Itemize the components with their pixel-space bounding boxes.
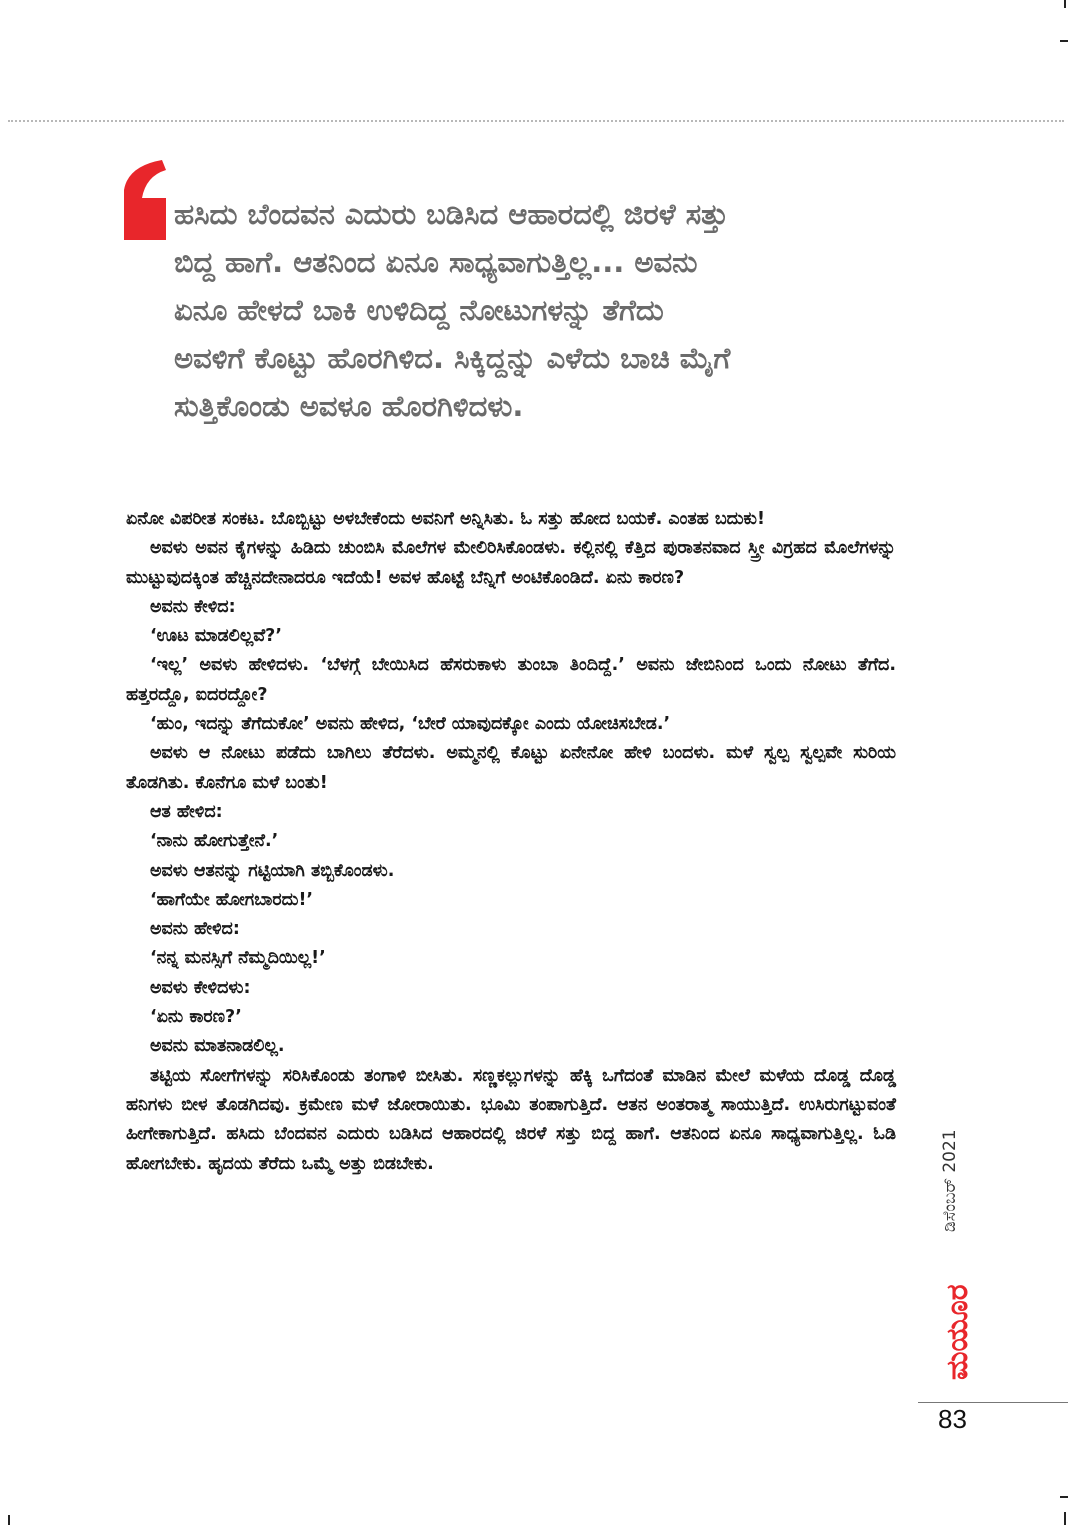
- article-body: [126, 505, 896, 1179]
- pull-quote-line: ಅವಳಿಗೆ ಕೊಟ್ಟು ಹೊರಗಿಳಿದ. ಸಿಕ್ಕಿದ್ದನ್ನು ಎಳೆದು ಬಾಚಿ ಮೈಗೆ: [174, 341, 731, 375]
- crop-mark-bottom-right-h: [1060, 1496, 1068, 1498]
- body-paragraph: ‘ಏನು ಕಾರಣ?’: [150, 1007, 242, 1028]
- pull-quote-line: ಹಸಿದು ಬೆಂದವನ ಎದುರು ಬಡಿಸಿದ ಆಹಾರದಲ್ಲಿ ಜಿರಳೆ ಸತ್ತು: [174, 197, 729, 231]
- pull-quote-line: ಏನೂ ಹೇಳದೆ ಬಾಕಿ ಉಳಿದಿದ್ದ ನೋಟುಗಳನ್ನು ತೆಗೆದು: [174, 293, 664, 327]
- issue-date: ಡಿಸೆಂಬರ್ 2021: [940, 1129, 960, 1232]
- pull-quote-line: ಸುತ್ತಿಕೊಂಡು ಅವಳೂ ಹೊರಗಿಳಿದಳು.: [174, 389, 524, 423]
- pull-quote: [174, 190, 894, 430]
- opening-quote-mark-icon: [124, 160, 168, 244]
- body-paragraph: ತಟ್ಟಿಯ ಸೋಗೆಗಳನ್ನು ಸರಿಸಿಕೊಂಡು ತಂಗಾಳಿ ಬೀಸಿತು. ಸಣ್ಣಕಲ್ಲುಗಳನ್ನು ಹೆಕ್ಕಿ ಒಗೆದಂತೆ ಮಾಡಿನ ಮೇಲೆ ಮಳೆಯ ದೊಡ್ಡ ದೊಡ್ಡ ಹನಿಗಳು ಬೀಳ ತೊಡಗಿದವು. ಕ್ರಮೇಣ ಮಳೆ ಜೋರಾಯಿತು. ಭೂಮಿ ತಂಪಾಗುತ್ತಿದೆ. ಆತನ ಅಂತರಾತ್ಮ ಸಾಯುತ್ತಿದೆ. ಉಸಿರುಗಟ್ಟುವಂತೆ ಹೀಗೇಕಾಗುತ್ತಿದೆ. ಹಸಿದು ಬೆಂದವನ ಎದುರು ಬಡಿಸಿದ ಆಹಾರದಲ್ಲಿ ಜಿರಳೆ ಸತ್ತು ಬಿದ್ದ ಹಾಗೆ. ಆತನಿಂದ ಏನೂ ಸಾಧ್ಯವಾಗುತ್ತಿಲ್ಲ. ಓಡಿ ಹೋಗಬೇಕು. ಹೃದಯ ತೆರೆದು ಒಮ್ಮೆ ಅತ್ತು ಬಿಡಬೇಕು.: [126, 1065, 896, 1174]
- body-paragraph: ಆತ ಹೇಳಿದ:: [150, 801, 223, 822]
- crop-mark-top-right-h: [1060, 40, 1068, 42]
- body-paragraph: ಅವನು ಮಾತನಾಡಲಿಲ್ಲ.: [150, 1036, 285, 1057]
- footer-rule: [918, 1402, 1068, 1403]
- page-number: 83: [938, 1404, 967, 1434]
- body-paragraph: ‘ನನ್ನ ಮನಸ್ಸಿಗೆ ನೆಮ್ಮದಿಯಿಲ್ಲ!’: [150, 948, 326, 969]
- body-paragraph: ಅವಳು ಅವನ ಕೈಗಳನ್ನು ಹಿಡಿದು ಚುಂಬಿಸಿ ಮೊಲೆಗಳ ಮೇಲಿರಿಸಿಕೊಂಡಳು. ಕಲ್ಲಿನಲ್ಲಿ ಕೆತ್ತಿದ ಪುರಾತನವಾದ ಸ್ತ್ರೀ ವಿಗ್ರಹದ ಮೊಲೆಗಳನ್ನು ಮುಟ್ಟುವುದಕ್ಕಿಂತ ಹೆಚ್ಚಿನದೇನಾದರೂ ಇದೆಯೆ! ಅವಳ ಹೊಟ್ಟೆ ಬೆನ್ನಿಗೆ ಅಂಟಿಕೊಂಡಿದೆ. ಏನು ಕಾರಣ?: [126, 538, 896, 588]
- body-paragraph: ‘ನಾನು ಹೋಗುತ್ತೇನೆ.’: [150, 831, 279, 852]
- header-dotted-rule: [8, 120, 1064, 122]
- crop-mark-bottom-right: [1064, 1512, 1066, 1525]
- body-paragraph: ‘ಹುಂ, ಇದನ್ನು ತೆಗೆದುಕೋ’ ಅವನು ಹೇಳಿದ, ‘ಬೇರೆ ಯಾವುದಕ್ಕೋ ಎಂದು ಯೋಚಿಸಬೇಡ.’: [150, 714, 671, 735]
- body-paragraph: ಅವಳು ಕೇಳಿದಳು:: [150, 977, 251, 998]
- body-paragraph: ‘ಹಾಗೆಯೇ ಹೋಗಬಾರದು!’: [150, 889, 314, 910]
- body-paragraph: ಅವನು ಹೇಳಿದ:: [150, 919, 240, 940]
- crop-mark-top-right: [1064, 0, 1066, 8]
- magazine-logo: ಮಯೂರ: [940, 1284, 975, 1380]
- body-paragraph: ‘ಊಟ ಮಾಡಲಿಲ್ಲವೆ?’: [150, 626, 282, 647]
- body-paragraph: ಅವನು ಕೇಳಿದ:: [150, 596, 236, 617]
- body-paragraph: ‘ಇಲ್ಲ’ ಅವಳು ಹೇಳಿದಳು. ‘ಬೆಳಗ್ಗೆ ಬೇಯಿಸಿದ ಹೆಸರುಕಾಳು ತುಂಬಾ ತಿಂದಿದ್ದೆ.’ ಅವನು ಜೇಬಿನಿಂದ ಒಂದು ನೋಟು ತೆಗೆದ. ಹತ್ತರದ್ದೊ, ಐದರದ್ದೋ?: [126, 655, 896, 705]
- crop-mark-bottom-left: [8, 1515, 10, 1525]
- pull-quote-line: ಬಿದ್ದ ಹಾಗೆ. ಆತನಿಂದ ಏನೂ ಸಾಧ್ಯವಾಗುತ್ತಿಲ್ಲ... ಅವನು: [174, 245, 698, 279]
- body-paragraph: ಅವಳು ಆತನನ್ನು ಗಟ್ಟಿಯಾಗಿ ತಬ್ಬಿಕೊಂಡಳು.: [150, 860, 395, 881]
- body-paragraph: ಏನೋ ವಿಪರೀತ ಸಂಕಟ. ಬೊಬ್ಬಿಟ್ಟು ಅಳಬೇಕೆಂದು ಅವನಿಗೆ ಅನ್ನಿಸಿತು. ಓ ಸತ್ತು ಹೋದ ಬಯಕೆ. ಎಂತಹ ಬದುಕು!: [126, 509, 765, 529]
- body-paragraph: ಅವಳು ಆ ನೋಟು ಪಡೆದು ಬಾಗಿಲು ತೆರೆದಳು. ಅಮ್ಮನಲ್ಲಿ ಕೊಟ್ಟು ಏನೇನೋ ಹೇಳಿ ಬಂದಳು. ಮಳೆ ಸ್ವಲ್ಪ ಸ್ವಲ್ಪವೇ ಸುರಿಯ ತೊಡಗಿತು. ಕೊನೆಗೂ ಮಳೆ ಬಂತು!: [126, 743, 896, 793]
